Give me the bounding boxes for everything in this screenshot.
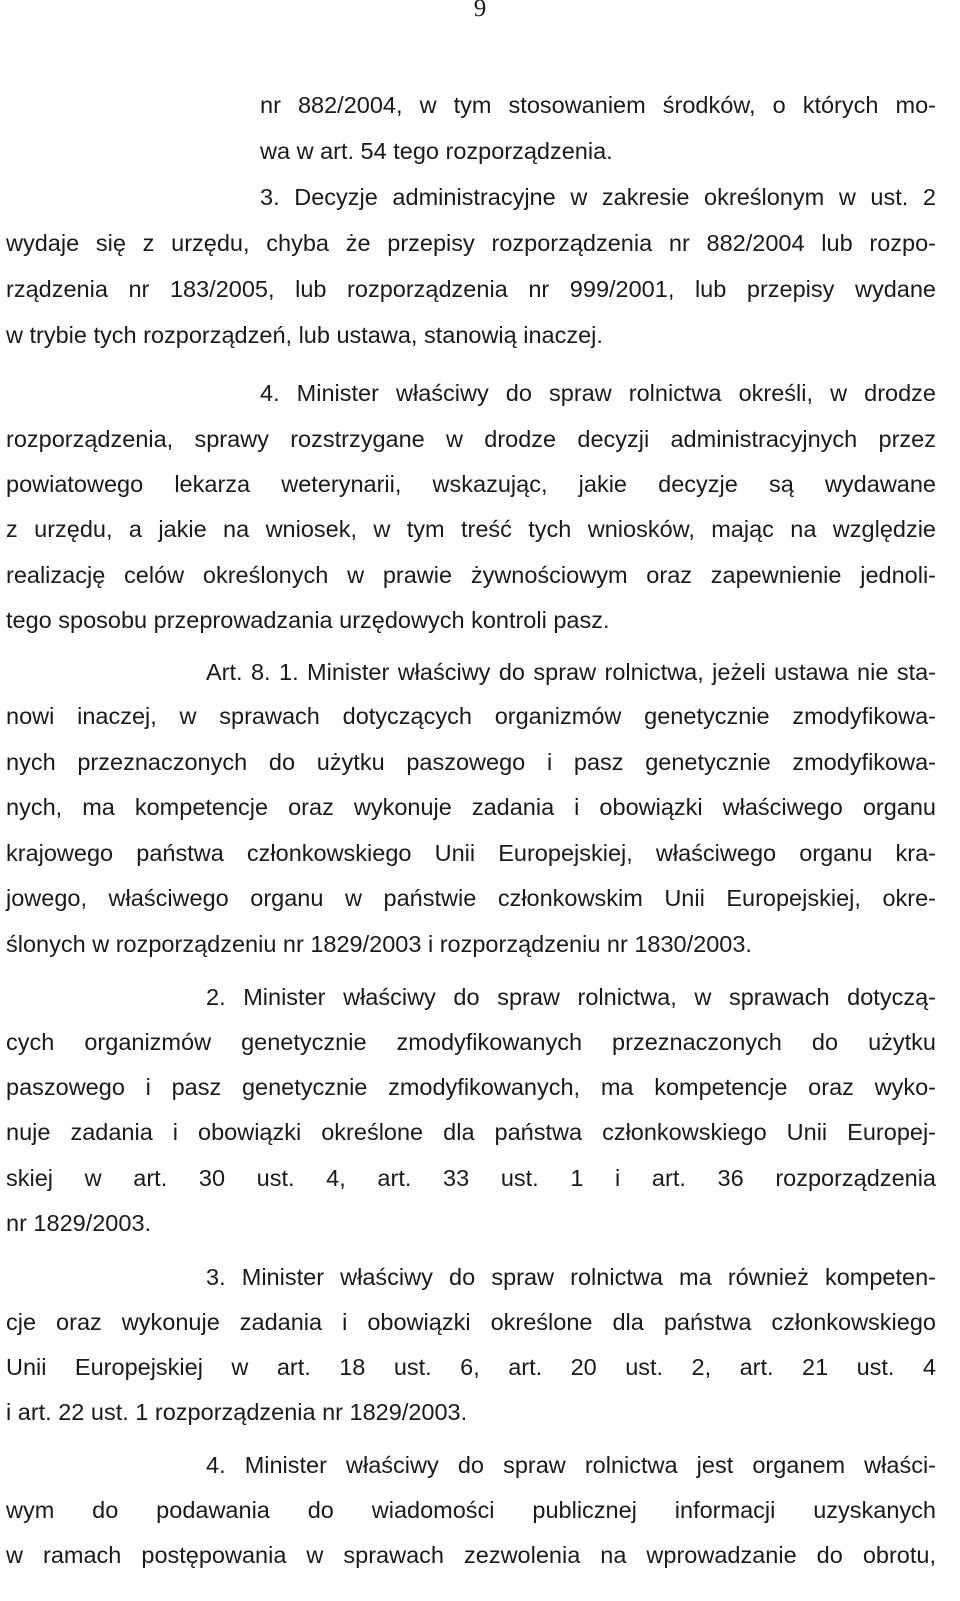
text-line: wa w art. 54 tego rozporządzenia. bbox=[260, 138, 613, 164]
text-line: i art. 22 ust. 1 rozporządzenia nr 1829/2003. bbox=[6, 1399, 468, 1425]
text-line: 3. Minister właściwy do spraw rolnictwa ma również kompeten- bbox=[206, 1264, 936, 1290]
text-line: nr 882/2004, w tym stosowaniem środków, o których mo- bbox=[260, 92, 936, 118]
text-line: wym do podawania do wiadomości publicznej informacji uzyskanych bbox=[6, 1497, 936, 1523]
text-line: jowego, właściwego organu w państwie członkowskim Unii Europejskiej, okre- bbox=[6, 885, 936, 911]
text-line: 3. Decyzje administracyjne w zakresie określonym w ust. 2 bbox=[260, 184, 936, 210]
text-line: paszowego i pasz genetycznie zmodyfikowanych, ma kompetencje oraz wyko- bbox=[6, 1074, 936, 1100]
text-line: Unii Europejskiej w art. 18 ust. 6, art. 20 ust. 2, art. 21 ust. 4 bbox=[6, 1354, 936, 1380]
text-line: wydaje się z urzędu, chyba że przepisy rozporządzenia nr 882/2004 lub rozpo- bbox=[6, 230, 936, 256]
text-line: realizację celów określonych w prawie żywnościowym oraz zapewnienie jednoli- bbox=[6, 562, 936, 588]
text-line: rozporządzenia, sprawy rozstrzygane w drodze decyzji administracyjnych przez bbox=[6, 426, 936, 452]
text-line: tego sposobu przeprowadzania urzędowych kontroli pasz. bbox=[6, 607, 610, 633]
text-line: nuje zadania i obowiązki określone dla państwa członkowskiego Unii Europej- bbox=[6, 1119, 936, 1145]
text-line: nych przeznaczonych do użytku paszowego i pasz genetycznie zmodyfikowa- bbox=[6, 749, 936, 775]
text-line: nowi inaczej, w sprawach dotyczących organizmów genetycznie zmodyfikowa- bbox=[6, 703, 936, 729]
text-line: w ramach postępowania w sprawach zezwolenia na wprowadzanie do obrotu, bbox=[6, 1542, 936, 1568]
text-line: cych organizmów genetycznie zmodyfikowanych przeznaczonych do użytku bbox=[6, 1029, 936, 1055]
text-line: rządzenia nr 183/2005, lub rozporządzenia nr 999/2001, lub przepisy wydane bbox=[6, 276, 936, 302]
page-number: 9 bbox=[473, 0, 487, 22]
text-line: nych, ma kompetencje oraz wykonuje zadania i obowiązki właściwego organu bbox=[6, 794, 936, 820]
text-line: krajowego państwa członkowskiego Unii Europejskiej, właściwego organu kra- bbox=[6, 840, 936, 866]
text-line: z urzędu, a jakie na wniosek, w tym treść tych wniosków, mając na względzie bbox=[6, 516, 936, 542]
text-line: Art. 8. 1. Minister właściwy do spraw rolnictwa, jeżeli ustawa nie sta- bbox=[206, 659, 936, 685]
text-line: cje oraz wykonuje zadania i obowiązki określone dla państwa członkowskiego bbox=[6, 1309, 936, 1335]
text-line: skiej w art. 30 ust. 4, art. 33 ust. 1 i art. 36 rozporządzenia bbox=[6, 1165, 936, 1191]
text-line: w trybie tych rozporządzeń, lub ustawa, stanowią inaczej. bbox=[6, 322, 603, 348]
text-line: ślonych w rozporządzeniu nr 1829/2003 i rozporządzeniu nr 1830/2003. bbox=[6, 931, 752, 957]
text-line: 4. Minister właściwy do spraw rolnictwa jest organem właści- bbox=[206, 1452, 936, 1478]
text-line: nr 1829/2003. bbox=[6, 1210, 152, 1236]
text-line: 4. Minister właściwy do spraw rolnictwa określi, w drodze bbox=[260, 380, 936, 406]
text-line: powiatowego lekarza weterynarii, wskazując, jakie decyzje są wydawane bbox=[6, 471, 936, 497]
text-line: 2. Minister właściwy do spraw rolnictwa, w sprawach dotyczą- bbox=[206, 984, 936, 1010]
